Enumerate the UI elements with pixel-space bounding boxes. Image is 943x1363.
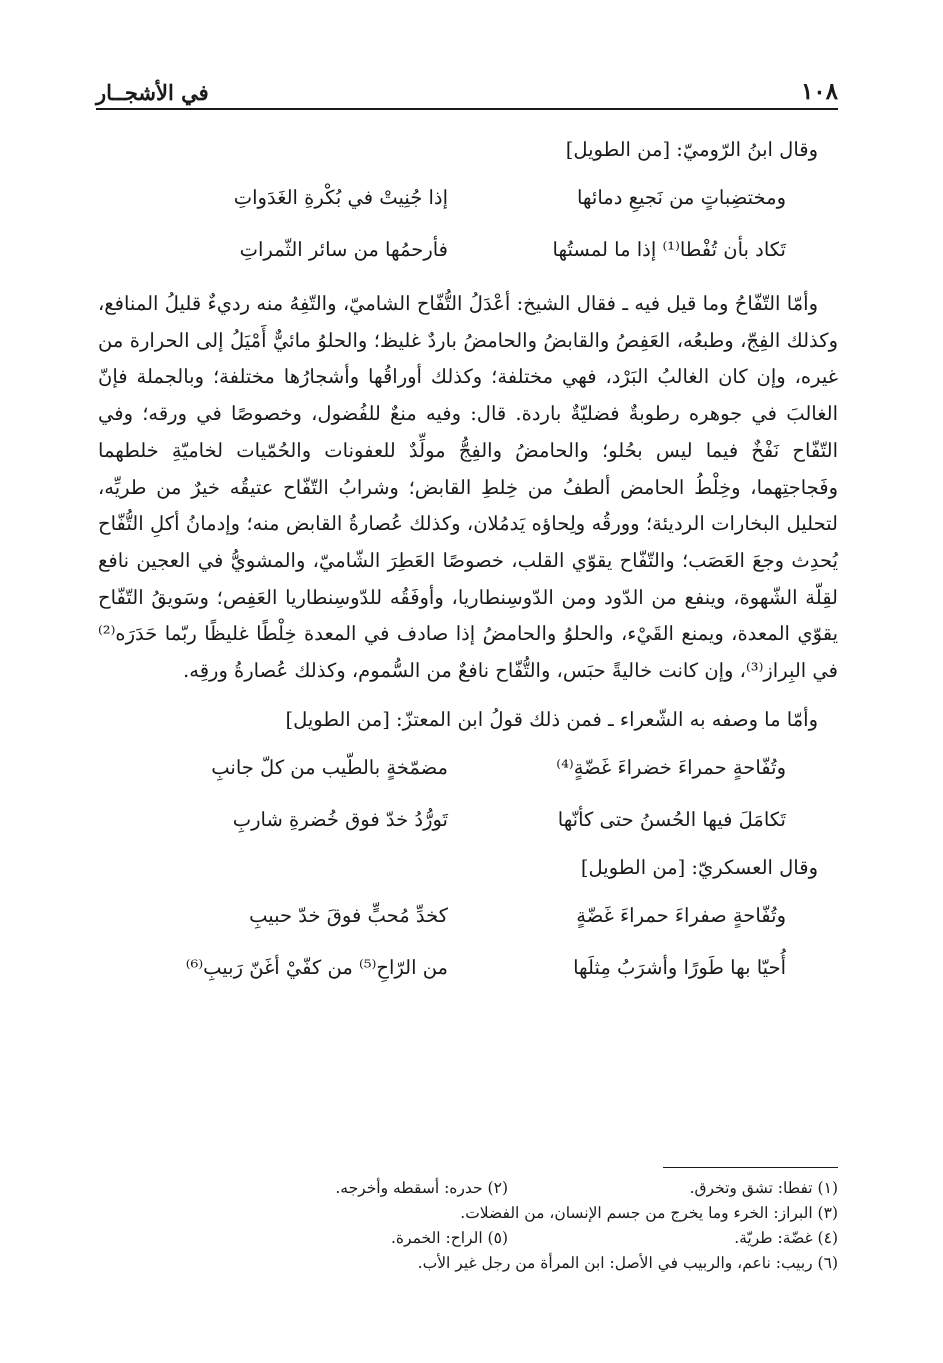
verse-first-hemistich: أُحيّا بها طَورًا وأشرَبُ مِثلَها [573, 955, 786, 979]
page-number: ١٠٨ [800, 78, 838, 105]
footnote-2: (٢) حدره: أسقطه وأخرجه. [335, 1179, 508, 1197]
verse-line [158, 942, 786, 994]
footnote-row [98, 1251, 838, 1276]
verse-first-hemistich: وتُفّاحةٍ حمراءَ خضراءَ غَضّةٍ⁽⁴⁾ [556, 755, 786, 779]
footnote-3: (٣) البراز: الخرء وما يخرج من جسم الإنسان، من الفضلات. [460, 1204, 838, 1222]
verse-line [158, 794, 786, 846]
footnote-divider [663, 1167, 838, 1168]
footnote-row [98, 1176, 838, 1201]
verse-line [158, 224, 786, 276]
footnote-5: (٥) الراح: الخمرة. [390, 1229, 508, 1247]
verse-line [158, 172, 786, 224]
footnote-1: (١) تفطا: تشق وتخرق. [689, 1179, 838, 1197]
verse-second-hemistich: كخدِّ مُحبٍّ فوقَ خدّ حبيبِ [249, 903, 448, 927]
poem-intro-ibn-rumi: وقال ابنُ الرّوميّ: [من الطويل] [565, 138, 818, 161]
main-text [98, 128, 838, 994]
verse-second-hemistich: مضمّخةٍ بالطّيب من كلّ جانبِ [211, 755, 448, 779]
poem-intro-askari: وقال العسكريّ: [من الطويل] [580, 855, 818, 879]
poem-intro-ibn-mutazz: وأمّا ما وصفه به الشّعراء ـ فمن ذلك قولُ ابن المعتزّ: [من الطويل] [285, 707, 818, 731]
verse-second-hemistich: فأرحمُها من سائر الثّمراتِ [239, 238, 448, 261]
page-header [96, 78, 838, 110]
footnote-row [98, 1226, 838, 1251]
footnotes [98, 1167, 838, 1276]
running-title: في الأشجــار [96, 80, 209, 105]
verse-first-hemistich: تَكاد بأن تُفْطا⁽¹⁾ إذا ما لمستُها [552, 238, 786, 261]
footnote-row [98, 1201, 838, 1226]
verse-first-hemistich: وتُفّاحةٍ صفراءَ حمراءَ غَضّةٍ [576, 903, 786, 927]
verse-first-hemistich: تَكامَلَ فيها الحُسنُ حتى كأنّها [557, 807, 786, 831]
prose-paragraph: وأمّا التّفّاحُ وما قيل فيه ـ فقال الشيخ: أعْدَلُ التُّفّاح الشاميّ، والتّفِهُ منه رديءٌ قليلُ المنافع، وكذلك الفِجّ، وطبعُه، العَفِصُ والقابضُ والحامضُ باردٌ غليظ؛ والحلوُ مائيٌّ أَمْيَلُ إلى الحرارة من غيره، وإن كان الغالبُ البَرْد، فهي مختلفة؛ وكذلك أوراقُها وأشجارُها مختلفة؛ وبالجملة فإنّ الغالبَ في جوهره رطوبةٌ فضليّةٌ باردة. قال: وفيه منعٌ للفُضول، وخصوصًا في ورقه؛ وفي التّفّاح نَفْخٌ فيما ليس بحُلو؛ والحامضُ والفِجُّ مولِّدٌ للعفونات والحُمّيات لخاميّةِ خلطهما وفَجاجتِهما، وخِلْطُ الحامض ألطفُ من خِلطِ القابض؛ وشرابُ التّفّاح عتيقُه خيرٌ من طريِّه، لتحليل البخارات الرديئة؛ وورقُه ولِحاؤه يَدمُلان، وكذلك عُصارةُ القابض منه؛ وإدمانُ أكلِ التُّفّاح يُحدِث وجعَ العَصَب؛ والتّفّاح يقوّي القلب، خصوصًا العَطِرَ الشّاميّ، والمشويُّ في العجين نافع لقِلّة الشّهوة، وينفع من الدّود ومن الدّوسِنطاريا، وأوفَقُه للدّوسِنطاريا العَفِص؛ وسَويقُ التّفّاح يقوّي المعدة، ويمنع القَيْء، والحلوُ والحامضُ إذا صادف في المعدة خِلْطًا غليظًا ربّما حَدَرَه⁽²⁾ في البِراز⁽³⁾، وإن كانت خاليةً حبَس، والتُّفّاح نافعٌ من السُّموم، وكذلك عُصارةُ ورقِه. [98, 292, 838, 683]
verse-line [158, 742, 786, 794]
footnote-6: (٦) ربيب: ناعم، والربيب في الأصل: ابن المرأة من رجل غير الأب. [417, 1254, 838, 1272]
verse-second-hemistich: من الرّاحِ⁽⁵⁾ من كفّيْ أغَنّ رَبيبِ⁽⁶⁾ [185, 955, 448, 979]
verse-first-hemistich: ومختضِباتٍ من نَجيعِ دمائها [576, 186, 786, 209]
verse-second-hemistich: تَورُّدُ خدّ فوق خُضرةِ شاربِ [232, 807, 448, 831]
verse-line [158, 890, 786, 942]
verse-second-hemistich: إذا جُنِيتْ في بُكْرةِ الغَدَواتِ [233, 186, 448, 209]
footnote-4: (٤) غضّة: طريّة. [734, 1229, 838, 1247]
